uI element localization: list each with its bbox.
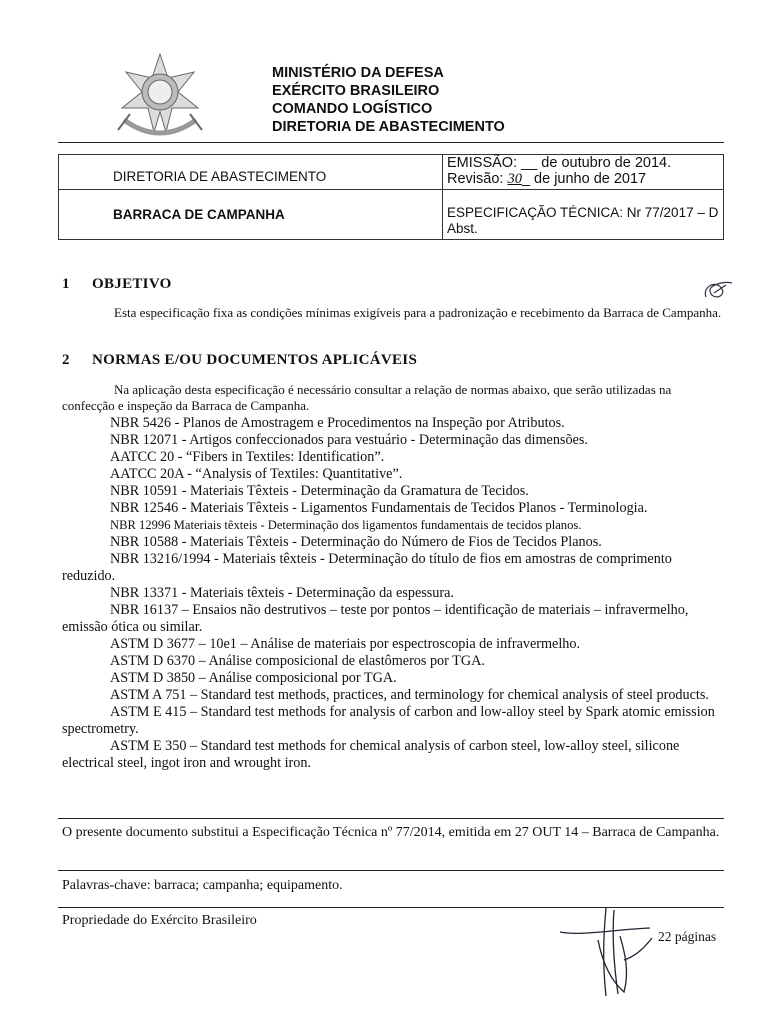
reference-item: ASTM D 3850 – Análise composicional por TGA. [110, 670, 397, 686]
reference-item: ASTM E 415 – Standard test methods for analysis of carbon and low-alloy steel by Spark atomic emission spectrometry. [62, 704, 715, 737]
table-item-name: BARRACA DE CAMPANHA [113, 207, 285, 222]
footer-rule-1 [58, 818, 724, 819]
table-spec-number: ESPECIFICAÇÃO TÉCNICA: Nr 77/2017 – D Abst. [447, 205, 719, 236]
reference-item: NBR 10591 - Materiais Têxteis - Determinação da Gramatura de Tecidos. [110, 483, 529, 499]
section-2-intro: Na aplicação desta especificação é necessário consultar a relação de normas abaixo, que serão utilizadas na confecção e inspeção da Barraca de Campanha. [62, 382, 672, 413]
reference-item: NBR 12996 Materiais têxteis - Determinação dos ligamentos fundamentais de tecidos planos. [110, 518, 582, 532]
reference-list [62, 415, 728, 772]
section-2-number: 2 [62, 352, 70, 368]
reference-item: ASTM E 350 – Standard test methods for chemical analysis of carbon steel, low-alloy steel, silicone electrical steel, ingot iron and wrought iron. [62, 738, 680, 771]
header-ministry: MINISTÉRIO DA DEFESA [272, 65, 444, 81]
section-1-title: OBJETIVO [92, 276, 172, 292]
replacement-note: O presente documento substitui a Especificação Técnica nº 77/2014, emitida em 27 OUT 14 – Barraca de Campanha. [62, 825, 720, 840]
reference-item: AATCC 20A - “Analysis of Textiles: Quantitative”. [110, 466, 403, 482]
revision-label: Revisão: [447, 171, 504, 187]
header-directorate: DIRETORIA DE ABASTECIMENTO [272, 119, 505, 135]
institution-header [272, 64, 505, 136]
table-divider-vertical [442, 155, 443, 239]
header-army: EXÉRCITO BRASILEIRO [272, 83, 440, 99]
reference-item: ASTM D 6370 – Análise composicional de elastômeros por TGA. [110, 653, 485, 669]
reference-item: NBR 5426 - Planos de Amostragem e Procedimentos na Inspeção por Atributos. [110, 415, 565, 431]
table-divider-horizontal [59, 189, 723, 190]
emission-value: de outubro de 2014. [541, 155, 672, 171]
reference-item: NBR 12071 - Artigos confeccionados para vestuário - Determinação das dimensões. [110, 432, 588, 448]
section-1-number: 1 [62, 276, 70, 292]
reference-item: AATCC 20 - “Fibers in Textiles: Identification”. [110, 449, 385, 465]
header-command: COMANDO LOGÍSTICO [272, 101, 433, 117]
section-1-heading [62, 276, 172, 293]
reference-item: NBR 12546 - Materiais Têxteis - Ligamentos Fundamentais de Tecidos Planos - Terminologia. [110, 500, 648, 516]
reference-item: NBR 10588 - Materiais Têxteis - Determinação do Número de Fios de Tecidos Planos. [110, 534, 602, 550]
section-1-text: Esta especificação fixa as condições mínimas exigíveis para a padronização e recebimento da Barraca de Campanha. [114, 305, 722, 320]
section-2-heading [62, 352, 417, 369]
footer-rule-2 [58, 870, 724, 871]
reference-item: NBR 13371 - Materiais têxteis - Determinação da espessura. [110, 585, 454, 601]
header-rule [58, 142, 724, 143]
reference-item: NBR 13216/1994 - Materiais têxteis - Determinação do título de fios em amostras de comprimento reduzido. [62, 551, 672, 584]
document-info-table [58, 154, 724, 240]
coat-of-arms-seal [110, 50, 210, 145]
revision-day: 30 [507, 171, 522, 187]
section-2-title: NORMAS E/OU DOCUMENTOS APLICÁVEIS [92, 352, 418, 368]
reference-item: ASTM D 3677 – 10e1 – Análise de materiais por espectroscopia de infravermelho. [110, 636, 581, 652]
revision-value: de junho de 2017 [534, 171, 647, 187]
table-dates: EMISSÃO: __ de outubro de 2014. Revisão: 30_ de junho de 2017 [447, 155, 672, 187]
table-directorate: DIRETORIA DE ABASTECIMENTO [113, 169, 327, 184]
property-note: Propriedade do Exército Brasileiro [62, 913, 257, 928]
handwritten-signature [540, 900, 690, 1000]
keywords: Palavras-chave: barraca; campanha; equipamento. [62, 878, 343, 893]
reference-item: ASTM A 751 – Standard test methods, practices, and terminology for chemical analysis of steel products. [110, 687, 709, 703]
initials-mark [700, 275, 736, 305]
page-count: 22 páginas [658, 929, 717, 944]
reference-item: NBR 16137 – Ensaios não destrutivos – teste por pontos – identificação de materiais – infravermelho, emissão ótica ou similar. [62, 602, 689, 635]
emission-label: EMISSÃO: [447, 155, 518, 171]
